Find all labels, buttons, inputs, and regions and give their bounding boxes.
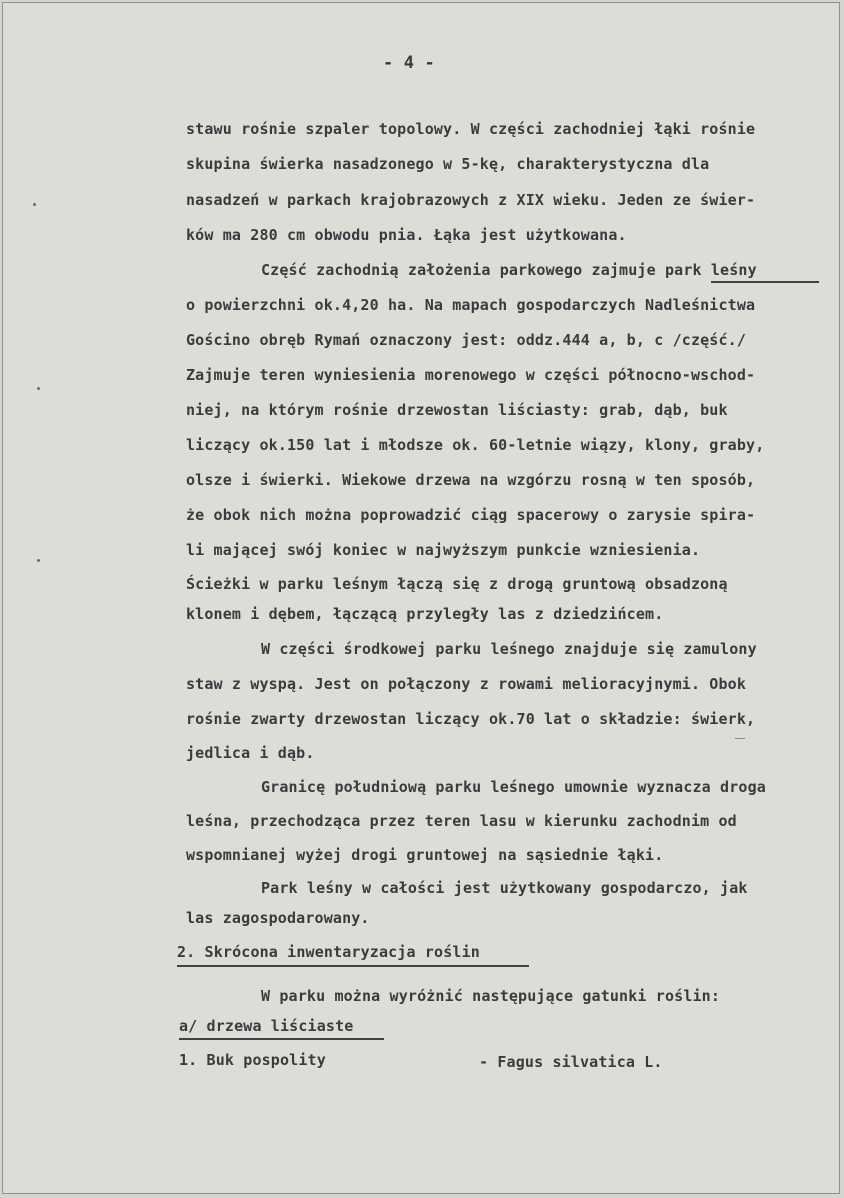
text-line: li mającej swój koniec w najwyższym punkcie wzniesienia. — [186, 541, 701, 559]
underline-park-lesny — [711, 281, 819, 283]
text-line: olsze i świerki. Wiekowe drzewa na wzgórzu rosną w ten sposób, — [186, 471, 756, 489]
text-line: jedlica i dąb. — [186, 744, 315, 762]
document-page — [2, 2, 840, 1194]
text-line: ków ma 280 cm obwodu pnia. Łąka jest użytkowana. — [186, 226, 627, 244]
text-line: W parku można wyróżnić następujące gatunki roślin: — [261, 987, 721, 1005]
scan-speck — [37, 387, 40, 390]
text-line: nasadzeń w parkach krajobrazowych z XIX wieku. Jeden ze świer- — [186, 191, 756, 209]
text-line: rośnie zwarty drzewostan liczący ok.70 lat o składzie: świerk, — [186, 710, 756, 728]
scan-speck — [37, 559, 40, 562]
scan-mark — [735, 738, 745, 739]
text-line: las zagospodarowany. — [186, 909, 370, 927]
text-line: Zajmuje teren wyniesienia morenowego w części północno-wschod- — [186, 366, 756, 384]
text-line: Część zachodnią założenia parkowego zajmuje park leśny — [261, 261, 757, 279]
text-line: Ścieżki w parku leśnym łączą się z drogą gruntową obsadzoną — [186, 575, 728, 593]
section-heading-underline — [177, 965, 529, 967]
section-heading: 2. Skrócona inwentaryzacja roślin — [177, 943, 480, 961]
text-line: skupina świerka nasadzonego w 5-kę, charakterystyczna dla — [186, 155, 710, 173]
subheading-underline — [179, 1038, 384, 1040]
text-line: niej, na którym rośnie drzewostan liściasty: grab, dąb, buk — [186, 401, 728, 419]
text-line: W części środkowej parku leśnego znajduje się zamulony — [261, 640, 757, 658]
text-line: że obok nich można poprowadzić ciąg spacerowy o zarysie spira- — [186, 506, 756, 524]
text-line: o powierzchni ok.4,20 ha. Na mapach gospodarczych Nadleśnictwa — [186, 296, 756, 314]
text-line: klonem i dębem, łączącą przyległy las z dziedzińcem. — [186, 605, 664, 623]
page-number: - 4 - — [383, 53, 435, 73]
species-latin-name: - Fagus silvatica L. — [479, 1053, 663, 1071]
text-line: stawu rośnie szpaler topolowy. W części zachodniej łąki rośnie — [186, 120, 756, 138]
scan-speck — [33, 203, 36, 206]
text-line: staw z wyspą. Jest on połączony z rowami melioracyjnymi. Obok — [186, 675, 747, 693]
text-line: Granicę południową parku leśnego umownie wyznacza droga — [261, 778, 766, 796]
subheading: a/ drzewa liściaste — [179, 1017, 354, 1035]
text-line: leśna, przechodząca przez teren lasu w kierunku zachodnim od — [186, 812, 737, 830]
text-line: Gościno obręb Rymań oznaczony jest: oddz.444 a, b, c /część./ — [186, 331, 747, 349]
text-line: wspomnianej wyżej drogi gruntowej na sąsiednie łąki. — [186, 846, 664, 864]
species-name: 1. Buk pospolity — [179, 1051, 326, 1069]
text-line: Park leśny w całości jest użytkowany gospodarczo, jak — [261, 879, 748, 897]
text-line: liczący ok.150 lat i młodsze ok. 60-letnie wiązy, klony, graby, — [186, 436, 765, 454]
